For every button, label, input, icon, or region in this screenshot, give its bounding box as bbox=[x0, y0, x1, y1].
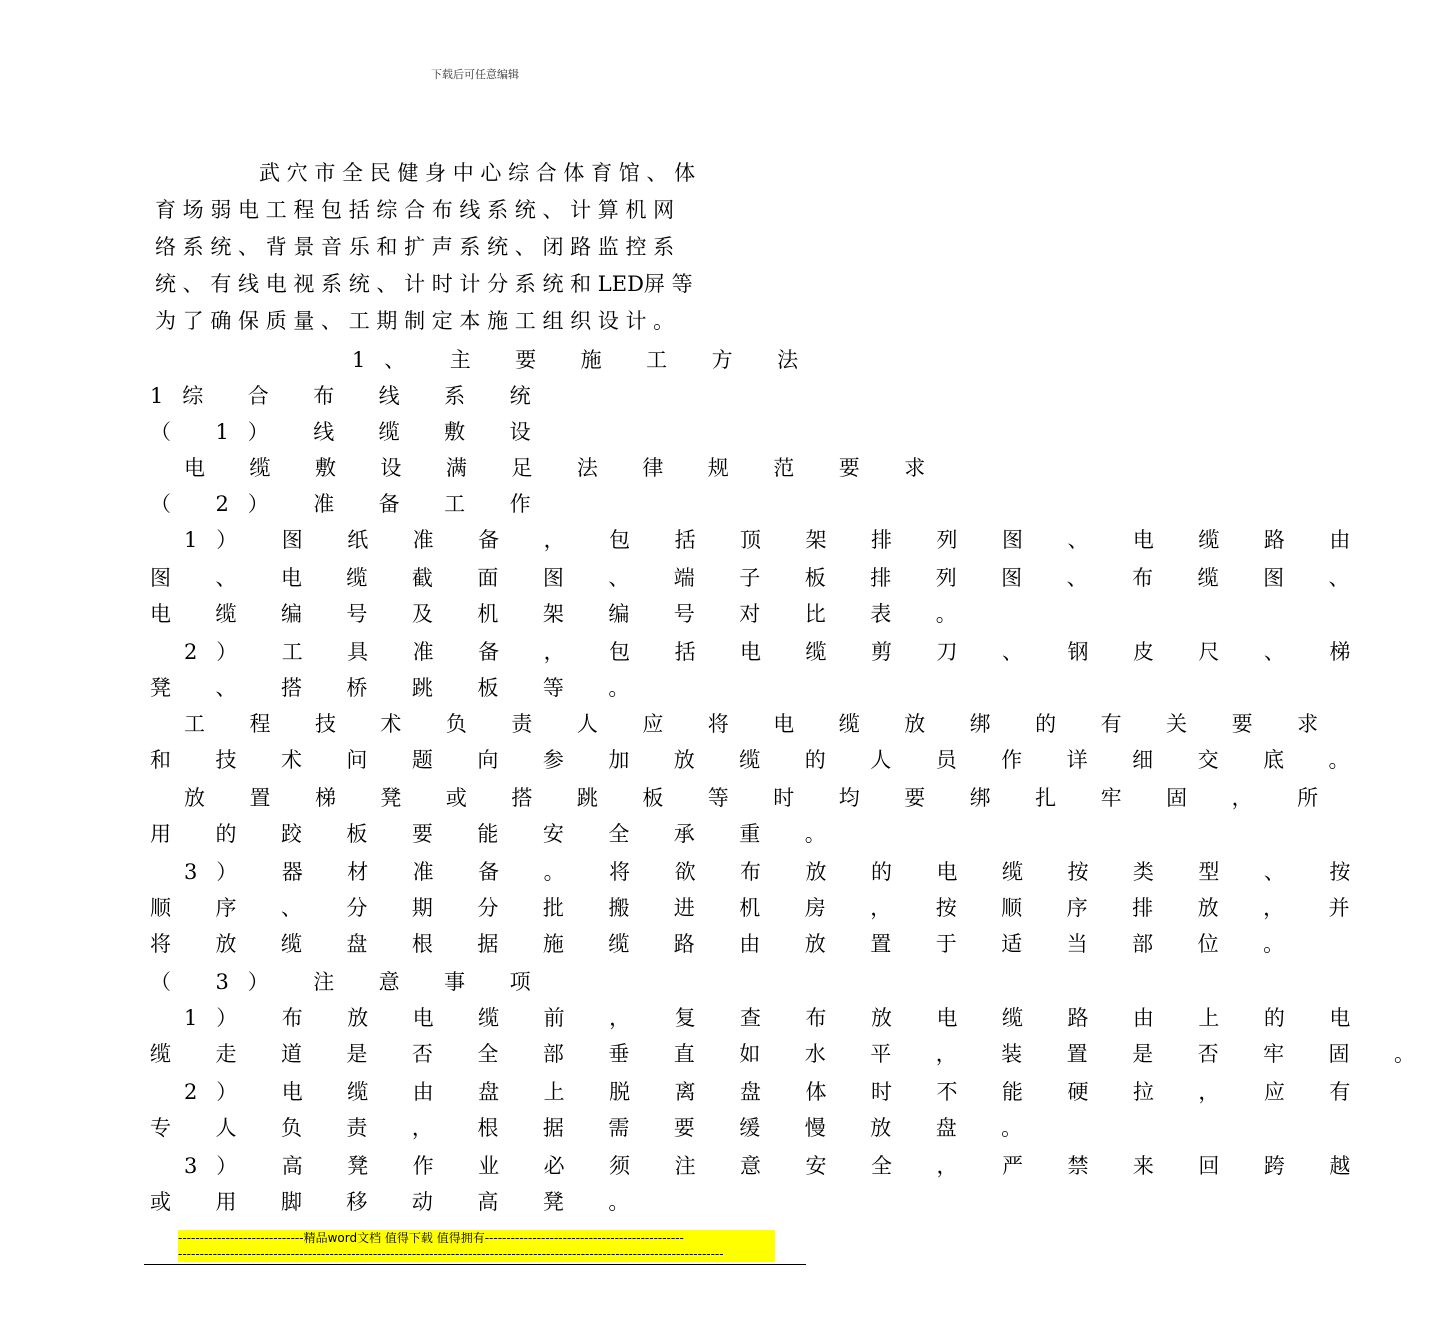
para-line: 将 放 缆 盘 根 据 施 缆 路 由 放 置 于 适 当 部 位 。 bbox=[150, 932, 1303, 956]
footer-rule bbox=[144, 1264, 806, 1265]
para-line: 3） 高 凳 作 业 必 须 注 意 安 全 ， 严 禁 来 回 跨 越 bbox=[184, 1154, 1370, 1178]
header-note: 下载后可任意编辑 bbox=[431, 68, 519, 81]
para-line: 和 技 术 问 题 向 参 加 放 缆 的 人 员 作 详 细 交 底 。 bbox=[150, 748, 1369, 772]
intro-line: 络 系 统 、 背 景 音 乐 和 扩 声 系 统 、 闭 路 监 控 系 bbox=[155, 235, 675, 259]
para-line: 凳 、 搭 桥 跳 板 等 。 bbox=[150, 676, 649, 700]
item1-text: 电 缆 敷 设 满 足 法 律 规 范 要 求 bbox=[184, 456, 945, 480]
para-line: 3） 器 材 准 备 。 将 欲 布 放 的 电 缆 按 类 型 、 按 bbox=[184, 860, 1370, 884]
item3-title: （ 3） 注 意 事 项 bbox=[150, 970, 550, 994]
intro-paragraph bbox=[155, 158, 795, 343]
para-line: 图 、 电 缆 截 面 图 、 端 子 板 排 列 图 、 布 缆 图 、 bbox=[150, 566, 1369, 590]
intro-line: 育 场 弱 电 工 程 包 括 综 合 布 线 系 统 、 计 算 机 网 bbox=[155, 198, 675, 222]
item2-title: （ 2） 准 备 工 作 bbox=[150, 492, 550, 516]
para-line: 1） 布 放 电 缆 前 ， 复 查 布 放 电 缆 路 由 上 的 电 bbox=[184, 1006, 1370, 1030]
intro-line: 统 、 有 线 电 视 系 统 、 计 时 计 分 系 统 和 LED屏 等 bbox=[155, 272, 693, 296]
footer-banner bbox=[178, 1230, 775, 1262]
para-line: 顺 序 、 分 期 分 批 搬 进 机 房 ， 按 顺 序 排 放 ， 并 bbox=[150, 896, 1369, 920]
para-line: 缆 走 道 是 否 全 部 垂 直 如 水 平 ， 装 置 是 否 牢 固 。 bbox=[150, 1042, 1434, 1066]
section-title: 1、 主 要 施 工 方 法 bbox=[352, 348, 818, 372]
para-line: 工 程 技 术 负 责 人 应 将 电 缆 放 绑 的 有 关 要 求 bbox=[184, 712, 1337, 736]
para-line: 2） 电 缆 由 盘 上 脱 离 盘 体 时 不 能 硬 拉 ， 应 有 bbox=[184, 1080, 1370, 1104]
intro-line: 武 穴 市 全 民 健 身 中 心 综 合 体 育 馆 、 体 bbox=[259, 161, 696, 185]
para-line: 专 人 负 责 ， 根 据 需 要 缓 慢 放 盘 。 bbox=[150, 1116, 1042, 1140]
footer-line: -----------------------------精品word文档 值得下载 值得拥有---------------------------------------------- bbox=[178, 1231, 684, 1245]
subsection-title: 1综 合 布 线 系 统 bbox=[150, 384, 550, 408]
item1-title: （ 1） 线 缆 敷 设 bbox=[150, 420, 550, 444]
para-line: 或 用 脚 移 动 高 凳 。 bbox=[150, 1190, 649, 1214]
para-line: 用 的 跤 板 要 能 安 全 承 重 。 bbox=[150, 822, 845, 846]
para-line: 1） 图 纸 准 备 ， 包 括 顶 架 排 列 图 、 电 缆 路 由 bbox=[184, 528, 1370, 552]
footer-line: ------------------------------------------------------------------------------------------------------------------------------ bbox=[178, 1247, 724, 1261]
para-line: 电 缆 编 号 及 机 架 编 号 对 比 表 。 bbox=[150, 602, 976, 626]
intro-line: 为 了 确 保 质 量 、 工 期 制 定 本 施 工 组 织 设 计 。 bbox=[155, 309, 675, 333]
para-line: 放 置 梯 凳 或 搭 跳 板 等 时 均 要 绑 扎 牢 固 ， 所 bbox=[184, 786, 1337, 810]
para-line: 2） 工 具 准 备 ， 包 括 电 缆 剪 刀 、 钢 皮 尺 、 梯 bbox=[184, 640, 1370, 664]
